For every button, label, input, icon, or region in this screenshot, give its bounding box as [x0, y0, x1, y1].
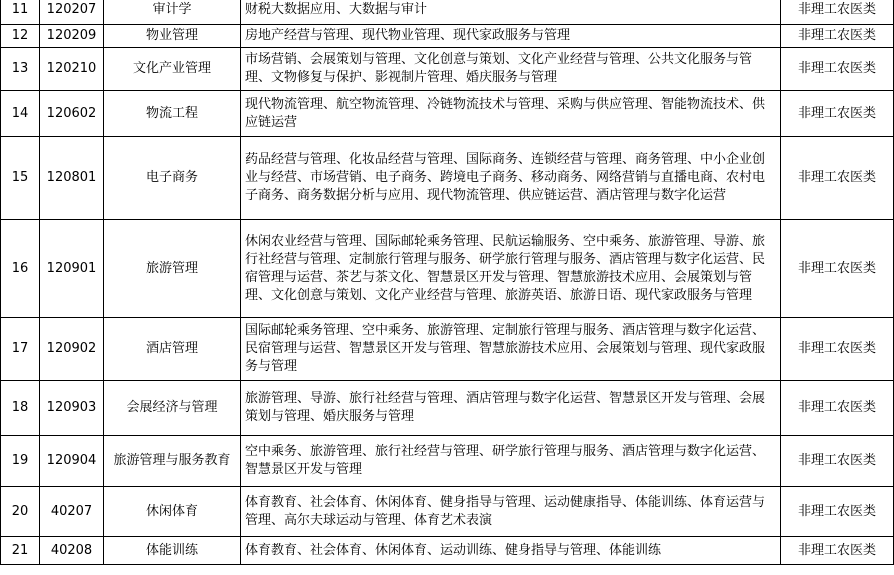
related-majors: 休闲农业经营与管理、国际邮轮乘务管理、民航运输服务、空中乘务、旅游管理、导游、旅行社经营与管理、定制旅行管理与服务、研学旅行管理与服务、酒店管理与数字化运营、民宿管理与运营、茶艺与茶文化、智慧景区开发与管理、智慧旅游技术应用、会展策划与管理、文化创意与策划、文化产业经营与管理、旅游英语、旅游日语、现代家政服务与管理 [241, 220, 781, 318]
related-majors: 房地产经营与管理、现代物业管理、现代家政服务与管理 [241, 25, 781, 48]
major-code: 120209 [40, 25, 104, 48]
row-number: 13 [1, 48, 40, 91]
major-category: 非理工农医类 [781, 137, 894, 220]
row-number: 16 [1, 220, 40, 318]
table-row [1, 487, 894, 537]
table-row [1, 537, 894, 565]
major-category: 非理工农医类 [781, 487, 894, 537]
related-majors: 体育教育、社会体育、休闲体育、运动训练、健身指导与管理、体能训练 [241, 537, 781, 565]
major-category: 非理工农医类 [781, 436, 894, 487]
row-number: 14 [1, 91, 40, 137]
row-number: 18 [1, 381, 40, 436]
major-code: 40207 [40, 487, 104, 537]
related-majors: 财税大数据应用、大数据与审计 [241, 0, 781, 25]
major-category: 非理工农医类 [781, 318, 894, 381]
related-majors: 国际邮轮乘务管理、空中乘务、旅游管理、定制旅行管理与服务、酒店管理与数字化运营、民宿管理与运营、智慧景区开发与管理、智慧旅游技术应用、会展策划与管理、现代家政服务与管理 [241, 318, 781, 381]
table-row [1, 381, 894, 436]
major-name: 休闲体育 [104, 487, 241, 537]
major-category: 非理工农医类 [781, 0, 894, 25]
major-name: 物流工程 [104, 91, 241, 137]
row-number: 15 [1, 137, 40, 220]
major-code: 120602 [40, 91, 104, 137]
related-majors: 旅游管理、导游、旅行社经营与管理、酒店管理与数字化运营、智慧景区开发与管理、会展策划与管理、婚庆服务与管理 [241, 381, 781, 436]
major-category: 非理工农医类 [781, 91, 894, 137]
major-code: 120901 [40, 220, 104, 318]
table-row [1, 436, 894, 487]
major-category: 非理工农医类 [781, 381, 894, 436]
major-code: 120801 [40, 137, 104, 220]
row-number: 11 [1, 0, 40, 25]
related-majors: 体育教育、社会体育、休闲体育、健身指导与管理、运动健康指导、体能训练、体育运营与管理、高尔夫球运动与管理、体育艺术表演 [241, 487, 781, 537]
row-number: 17 [1, 318, 40, 381]
table-row [1, 220, 894, 318]
related-majors: 空中乘务、旅游管理、旅行社经营与管理、研学旅行管理与服务、酒店管理与数字化运营、智慧景区开发与管理 [241, 436, 781, 487]
major-category: 非理工农医类 [781, 48, 894, 91]
major-name: 物业管理 [104, 25, 241, 48]
major-category: 非理工农医类 [781, 220, 894, 318]
major-code: 120207 [40, 0, 104, 25]
major-name: 会展经济与管理 [104, 381, 241, 436]
table-row [1, 48, 894, 91]
major-name: 审计学 [104, 0, 241, 25]
table-row [1, 318, 894, 381]
major-name: 旅游管理与服务教育 [104, 436, 241, 487]
table-row [1, 0, 894, 25]
related-majors: 现代物流管理、航空物流管理、冷链物流技术与管理、采购与供应管理、智能物流技术、供应链运营 [241, 91, 781, 137]
major-code: 120902 [40, 318, 104, 381]
major-code: 120904 [40, 436, 104, 487]
table-row [1, 91, 894, 137]
related-majors: 市场营销、会展策划与管理、文化创意与策划、文化产业经营与管理、公共文化服务与管理、文物修复与保护、影视制片管理、婚庆服务与管理 [241, 48, 781, 91]
row-number: 21 [1, 537, 40, 565]
major-name: 文化产业管理 [104, 48, 241, 91]
major-name: 体能训练 [104, 537, 241, 565]
major-code: 40208 [40, 537, 104, 565]
row-number: 19 [1, 436, 40, 487]
table-row [1, 137, 894, 220]
major-code: 120210 [40, 48, 104, 91]
major-category: 非理工农医类 [781, 25, 894, 48]
major-category: 非理工农医类 [781, 537, 894, 565]
table-row [1, 25, 894, 48]
major-name: 旅游管理 [104, 220, 241, 318]
related-majors: 药品经营与管理、化妆品经营与管理、国际商务、连锁经营与管理、商务管理、中小企业创业与经营、市场营销、电子商务、跨境电子商务、移动商务、网络营销与直播电商、农村电子商务、商务数据分析与应用、现代物流管理、供应链运营、酒店管理与数字化运营 [241, 137, 781, 220]
major-name: 电子商务 [104, 137, 241, 220]
major-name: 酒店管理 [104, 318, 241, 381]
major-code: 120903 [40, 381, 104, 436]
row-number: 12 [1, 25, 40, 48]
row-number: 20 [1, 487, 40, 537]
